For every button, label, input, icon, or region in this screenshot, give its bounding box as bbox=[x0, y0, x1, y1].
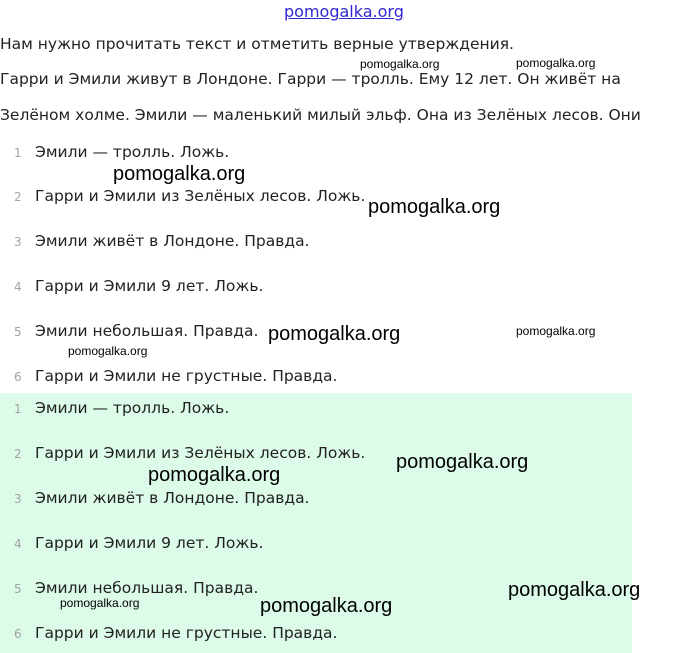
watermark: pomogalka.org bbox=[113, 163, 246, 185]
watermark: pomogalka.org bbox=[268, 323, 401, 345]
answer-text: Гарри и Эмили не грустные. Правда. bbox=[35, 367, 338, 385]
row-number: 5 bbox=[14, 325, 22, 339]
row-number: 2 bbox=[14, 447, 22, 461]
row-number: 5 bbox=[14, 582, 22, 596]
row-number: 3 bbox=[14, 235, 22, 249]
watermark: pomogalka.org bbox=[260, 595, 393, 617]
answer-row bbox=[0, 621, 632, 651]
row-number: 3 bbox=[14, 492, 22, 506]
row-number: 1 bbox=[14, 402, 22, 416]
row-number: 6 bbox=[14, 627, 22, 641]
answer-row bbox=[0, 441, 632, 471]
answer-text: Эмили — тролль. Ложь. bbox=[35, 399, 230, 417]
watermark: pomogalka.org bbox=[148, 464, 281, 486]
answer-text: Гарри и Эмили из Зелёных лесов. Ложь. bbox=[35, 444, 366, 462]
answer-text: Эмили небольшая. Правда. bbox=[35, 579, 259, 597]
answer-text: Гарри и Эмили из Зелёных лесов. Ложь. bbox=[35, 187, 366, 205]
watermark: pomogalka.org bbox=[508, 579, 641, 601]
watermark: pomogalka.org bbox=[68, 344, 148, 358]
row-number: 6 bbox=[14, 370, 22, 384]
answer-row bbox=[0, 531, 632, 561]
answer-row bbox=[0, 229, 632, 259]
answer-row bbox=[0, 274, 632, 304]
watermark: pomogalka.org bbox=[368, 196, 501, 218]
watermark: pomogalka.org bbox=[396, 451, 529, 473]
row-number: 1 bbox=[14, 146, 22, 160]
answer-text: Гарри и Эмили 9 лет. Ложь. bbox=[35, 534, 264, 552]
task-instruction: Нам нужно прочитать текст и отметить верные утверждения. bbox=[0, 35, 514, 53]
passage-line-1: Гарри и Эмили живут в Лондоне. Гарри — тролль. Ему 12 лет. Он живёт на bbox=[0, 70, 621, 88]
answer-row bbox=[0, 140, 632, 170]
answer-row bbox=[0, 364, 632, 394]
watermark: pomogalka.org bbox=[516, 56, 596, 70]
watermark: pomogalka.org bbox=[516, 324, 596, 338]
row-number: 4 bbox=[14, 280, 22, 294]
watermark: pomogalka.org bbox=[60, 596, 140, 610]
answer-text: Эмили — тролль. Ложь. bbox=[35, 143, 230, 161]
row-number: 4 bbox=[14, 537, 22, 551]
site-logo[interactable]: pomogalka.org bbox=[284, 2, 404, 21]
row-number: 2 bbox=[14, 190, 22, 204]
answer-row bbox=[0, 396, 632, 426]
passage-line-2: Зелёном холме. Эмили — маленький милый эльф. Она из Зелёных лесов. Они bbox=[0, 106, 641, 124]
answer-text: Гарри и Эмили не грустные. Правда. bbox=[35, 624, 338, 642]
answer-text: Эмили небольшая. Правда. bbox=[35, 322, 259, 340]
answer-text: Гарри и Эмили 9 лет. Ложь. bbox=[35, 277, 264, 295]
answer-row bbox=[0, 184, 632, 214]
watermark: pomogalka.org bbox=[360, 57, 440, 71]
answer-text: Эмили живёт в Лондоне. Правда. bbox=[35, 489, 310, 507]
answer-text: Эмили живёт в Лондоне. Правда. bbox=[35, 232, 310, 250]
answer-row bbox=[0, 486, 632, 516]
